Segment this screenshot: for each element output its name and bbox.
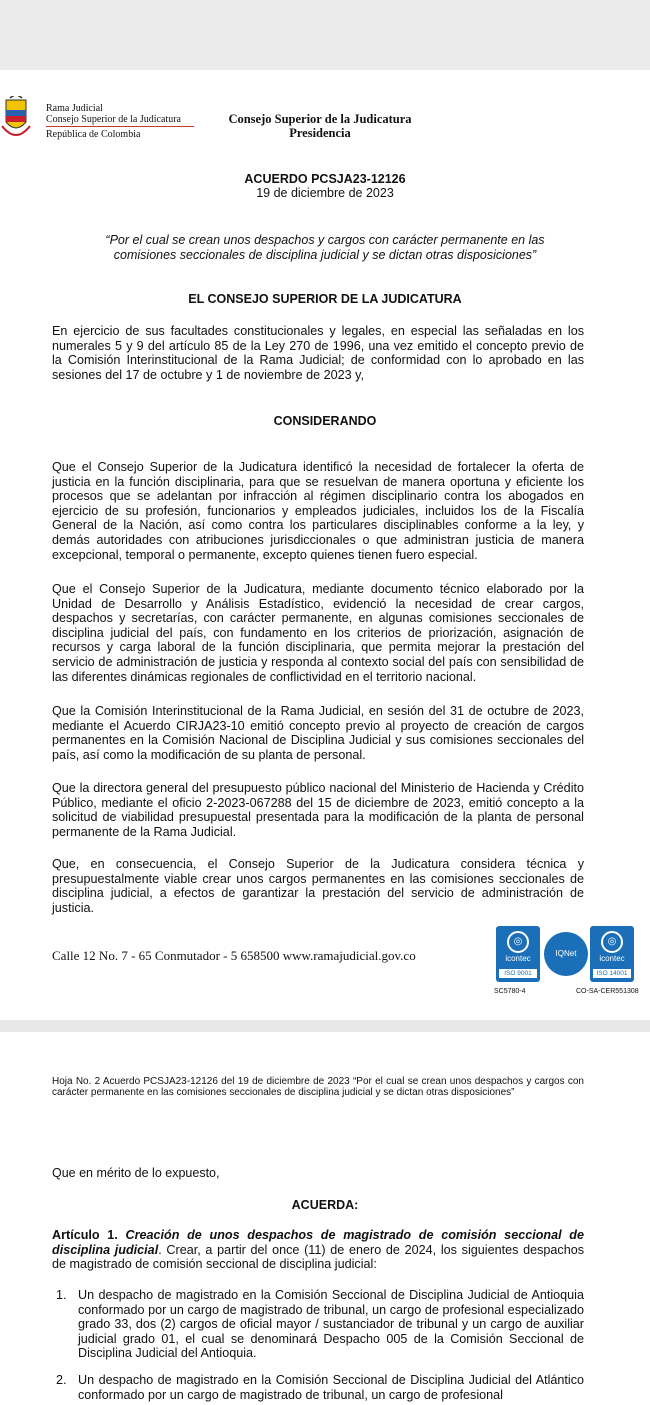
republica-label: República de Colombia [46,129,141,140]
cert1-code: SC5780-4 [494,988,526,995]
document-page-2 [0,1032,650,1405]
considerando-heading: CONSIDERANDO [273,414,377,428]
acuerdo-subject: “Por el cual se crean unos despachos y cargos con carácter permanente en las comisiones seccionales de disciplina judicial y se dictan otras disposiciones” [105,233,545,262]
cert3-brand: icontec [599,954,625,963]
considerando-paragraph-2: Que el Consejo Superior de la Judicatura, mediante documento técnico elaborado por la Unidad de Desarrollo y Análisis Estadístico, evidenció la necesidad de crear cargos, despachos y secretarías, con carácter permanente, en algunas comisiones seccionales de disciplina judicial del país, con fundamento en los criterios de priorización, asignación de recursos y carga laboral de la función disciplinaria, que permita mejorar la prestación del servicio de administración de justicia y responda al contexto social del país con sensibilidad de las diferentes dinámicas regionales de conflictividad en el territorio nacional. [52,582,584,684]
colombia-coat-of-arms-icon [0,96,34,152]
document-page-1 [0,70,650,1020]
rama-judicial-label: Rama Judicial [46,103,103,114]
list-item-number: 2. [56,1372,67,1387]
considerando-paragraph-1: Que el Consejo Superior de la Judicatura identificó la necesidad de fortalecer la oferta de justicia en la función disciplinaria, para que se resuelvan de manera oportuna y eficiente los procesos que se adelantan por infracción al régimen disciplinario contra los abogados en ejercicio de su profesión, funcionarios y empleados judiciales, incluidos los de la Fiscalía General de la Nación, así como contra los particulares disciplinables conforme a la ley, y demás autoridades con atribuciones jurisdiccionales o que administran justicia de manera excepcional, temporal o permanente, excepto quienes tienen fuero especial. [52,460,584,562]
list-item [52,1288,584,1361]
cert1-iso: ISO 9001 [499,969,537,978]
acuerda-heading: ACUERDA: [291,1198,359,1212]
institution-logo-text [46,103,194,140]
article-1 [52,1228,584,1272]
list-item-text: Un despacho de magistrado en la Comisión Seccional de Disciplina Judicial del Atlántico conformado por un cargo de magistrado de tribunal, un cargo de profesional [78,1372,584,1402]
icontec-iso14001-logo [590,926,634,982]
council-heading: EL CONSEJO SUPERIOR DE LA JUDICATURA [188,292,462,306]
article-1-label: Artículo 1. [52,1228,118,1242]
icontec-iso9001-logo [496,926,540,982]
icontec-icon: ◎ [507,931,529,953]
merito-line: Que en mérito de lo expuesto, [52,1166,220,1180]
consejo-label: Consejo Superior de la Judicatura [46,114,181,125]
list-item-text: Un despacho de magistrado en la Comisión Seccional de Disciplina Judicial de Antioquia conformado por un cargo de magistrado de tribunal, un cargo de profesional especializado grado 33, dos (2) cargos de oficial mayor / sustanciador de tribunal y un cargo de auxiliar judicial grado 01, el cual se denominará Despacho 005 de la Comisión Seccional de Disciplina Judicial del Antioquia. [78,1288,584,1361]
acuerdo-number: ACUERDO PCSJA23-12126 [244,172,406,186]
cert1-brand: icontec [505,954,531,963]
acuerdo-date: 19 de diciembre de 2023 [256,186,394,200]
header-title [210,112,430,140]
cert2-brand: IQNet [555,949,577,958]
list-item-number: 1. [56,1288,67,1302]
considerando-paragraph-4: Que la directora general del presupuesto público nacional del Ministerio de Hacienda y Crédito Público, mediante el oficio 2-2023-067288 del 15 de diciembre de 2023, emitió concepto a la solicitud de viabilidad presupuestal presentada para la modificación de la planta de personal permanente de la Rama Judicial. [52,781,584,839]
cert3-code: CO-SA-CER551308 [576,988,639,995]
list-item [52,1373,584,1402]
considerando-paragraph-3: Que la Comisión Interinstitucional de la Rama Judicial, en sesión del 31 de octubre de 2023, mediante el Acuerdo CIRJA23-10 emitió concepto previo al proyecto de creación de cargos permanentes en la Comisión Nacional de Disciplina Judicial y sus comisiones seccionales del país, así como la modificación de su planta de personal. [52,704,584,762]
intro-paragraph: En ejercicio de sus facultades constitucionales y legales, en especial las señaladas en los numerales 5 y 9 del artículo 85 de la Ley 270 de 1996, una vez emitido el concepto previo de la Comisión Interinstitucional de la Rama Judicial; de conformidad con lo aprobado en las sesiones del 17 de octubre y 1 de noviembre de 2023 y, [52,324,584,382]
article-1-text: . Crear, a partir del once (11) de enero de 2024, los siguientes despachos de magistrado de comisión seccional de disciplina judicial: [52,1242,585,1272]
cert3-iso: ISO 14001 [593,969,631,978]
icontec-icon: ◎ [601,931,623,953]
header-title-line2: Presidencia [289,126,351,140]
acuerdo-heading [0,172,650,200]
footer-address: Calle 12 No. 7 - 65 Conmutador - 5 658500 www.ramajudicial.gov.co [52,948,416,963]
header-title-line1: Consejo Superior de la Judicatura [228,112,412,126]
article-1-list [52,1288,584,1402]
logo-divider [46,126,194,127]
top-margin [0,0,650,70]
considerando-paragraph-5: Que, en consecuencia, el Consejo Superior de la Judicatura considera técnica y presupuestalmente viable crear unos cargos permanentes en las comisiones seccionales de disciplina judicial, a efectos de garantizar la prestación del servicio de administración de justicia. [52,857,584,915]
running-header: Hoja No. 2 Acuerdo PCSJA23-12126 del 19 de diciembre de 2023 “Por el cual se crean unos despachos y cargos con carácter permanente en las comisiones seccionales de disciplina judicial y se dictan otras disposiciones” [52,1076,584,1098]
iqnet-logo [544,932,588,976]
article-1-title: Creación de unos despachos de magistrado de comisión seccional de disciplina judicial [52,1228,584,1257]
